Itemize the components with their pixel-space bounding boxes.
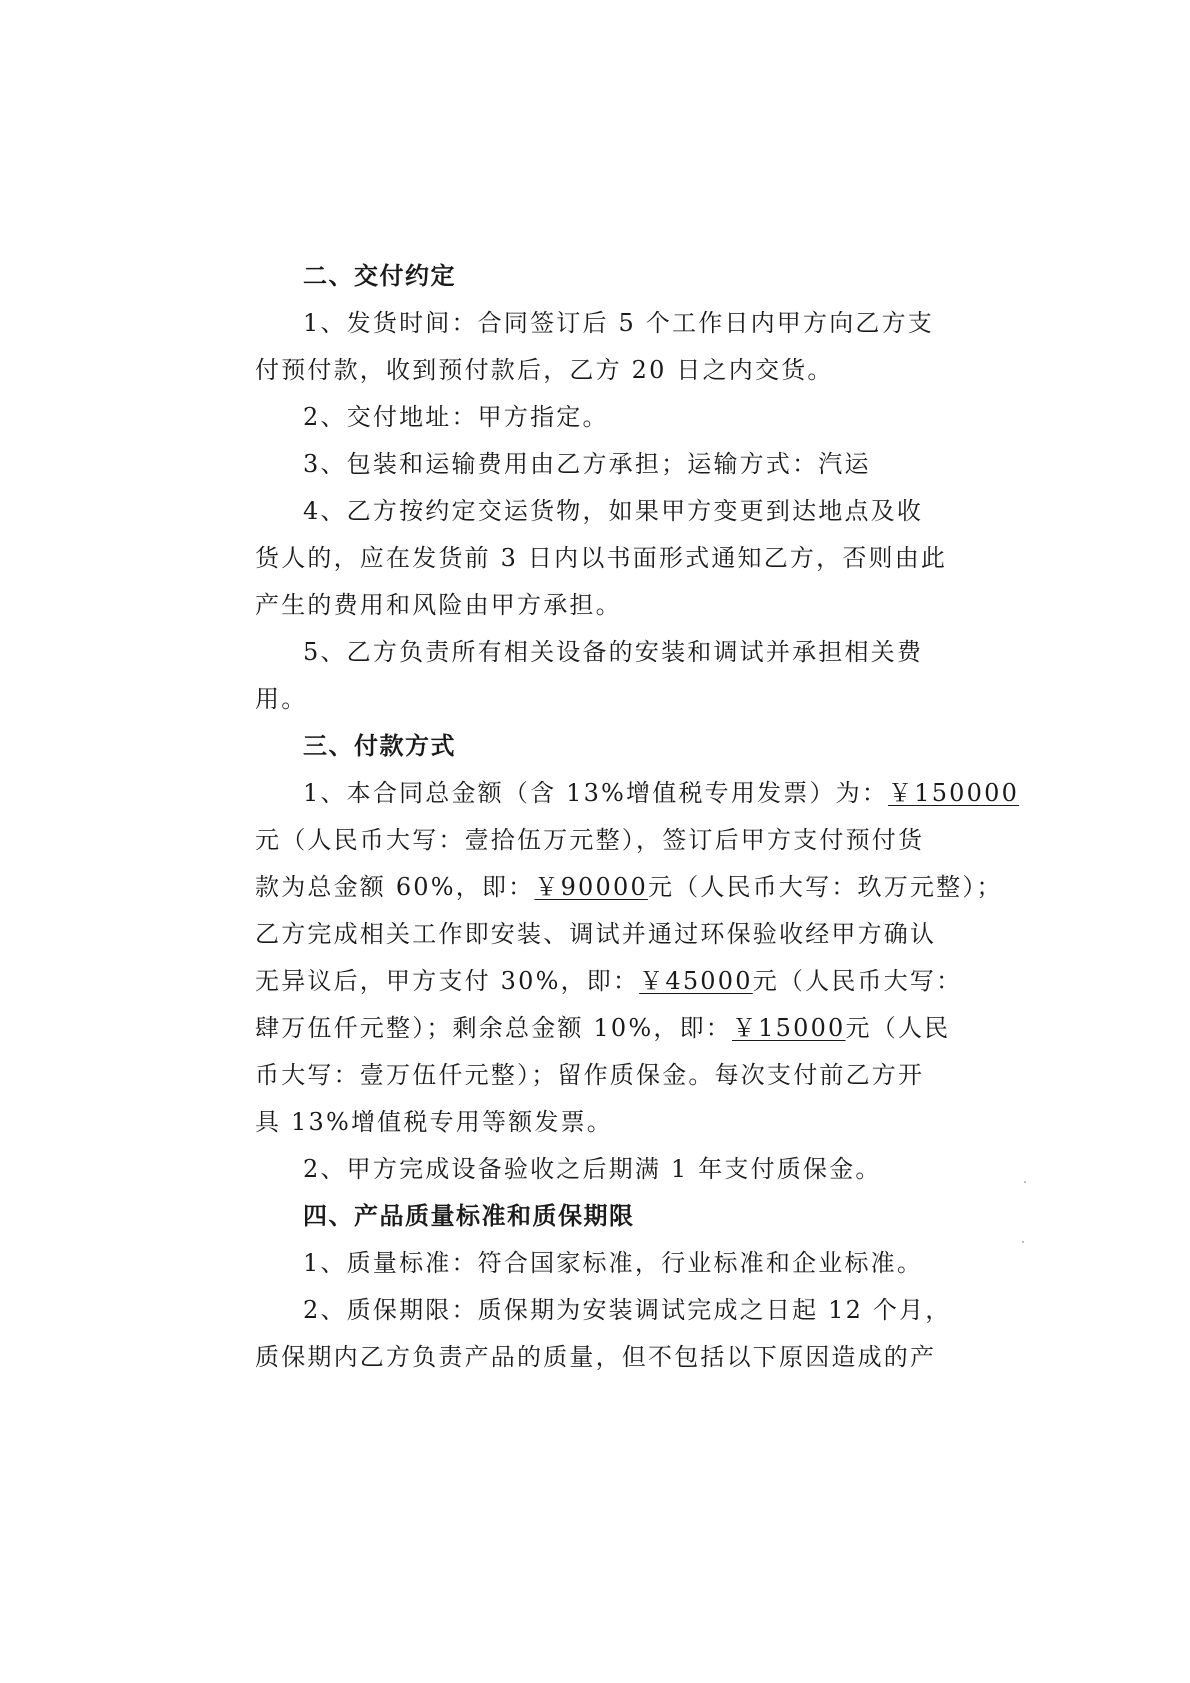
total-amount: ￥150000: [888, 779, 1020, 807]
payment-clause-1-line-7: 币大写：壹万伍仟元整）；留作质保金。每次支付前乙方开: [255, 1061, 925, 1089]
payment-text: 元（人民: [845, 1014, 951, 1042]
payment-clause-1-line-2: 元（人民币大写：壹拾伍万元整），签订后甲方支付预付货: [255, 826, 925, 854]
delivery-clause-1-line-1: 1、发货时间：合同签订后 5 个工作日内甲方向乙方支: [303, 309, 934, 337]
scan-speck: [1022, 1241, 1024, 1243]
delivery-clause-2: 2、交付地址：甲方指定。: [303, 403, 609, 431]
delivery-clause-1-line-2: 付预付款，收到预付款后，乙方 20 日之内交货。: [255, 356, 834, 384]
prepayment-amount: ￥90000: [534, 873, 648, 901]
delivery-clause-4-line-3: 产生的费用和风险由甲方承担。: [255, 591, 622, 619]
retention-amount: ￥15000: [731, 1014, 846, 1042]
delivery-clause-3: 3、包装和运输费用由乙方承担；运输方式：汽运: [303, 450, 871, 478]
delivery-clause-5-line-2: 用。: [255, 685, 308, 713]
payment-text: 元（人民币大写：玖万元整）；: [647, 873, 1003, 901]
payment-text: 元（人民币大写：: [752, 967, 963, 995]
payment-clause-1-line-8: 具 13%增值税专用等额发票。: [255, 1108, 613, 1136]
payment-text: 肆万伍仟元整）；剩余总金额 10%，即：: [255, 1014, 732, 1042]
delivery-clause-4-line-2: 货人的，应在发货前 3 日内以书面形式通知乙方，否则由此: [255, 544, 948, 572]
delivery-clause-4-line-1: 4、乙方按约定交运货物，如果甲方变更到达地点及收: [303, 497, 924, 525]
payment-text: 1、本合同总金额（含 13%增值税专用发票）为：: [303, 779, 889, 807]
delivery-clause-5-line-1: 5、乙方负责所有相关设备的安装和调试并承担相关费: [303, 638, 924, 666]
quality-clause-2-line-1: 2、质保期限：质保期为安装调试完成之日起 12 个月，: [303, 1296, 952, 1324]
quality-clause-1: 1、质量标准：符合国家标准，行业标准和企业标准。: [303, 1249, 924, 1277]
section-heading-payment: 三、付款方式: [303, 732, 456, 760]
scan-speck: [1024, 1181, 1026, 1183]
payment-clause-1-line-4: 乙方完成相关工作即安装、调试并通过环保验收经甲方确认: [255, 920, 937, 948]
payment-text: 无异议后，甲方支付 30%，即：: [255, 967, 640, 995]
section-heading-delivery: 二、交付约定: [303, 262, 456, 290]
payment-clause-1-line-1: [303, 778, 1019, 808]
payment-clause-1-line-3: [255, 872, 1003, 902]
payment-clause-1-line-5: [255, 966, 962, 996]
section-heading-quality: 四、产品质量标准和质保期限: [303, 1202, 635, 1230]
payment-clause-2: 2、甲方完成设备验收之后期满 1 年支付质保金。: [303, 1155, 882, 1183]
quality-clause-2-line-2: 质保期内乙方负责产品的质量，但不包括以下原因造成的产: [255, 1343, 937, 1371]
payment-clause-1-line-6: [255, 1013, 950, 1043]
payment-text: 款为总金额 60%，即：: [255, 873, 535, 901]
second-payment-amount: ￥45000: [639, 967, 753, 995]
